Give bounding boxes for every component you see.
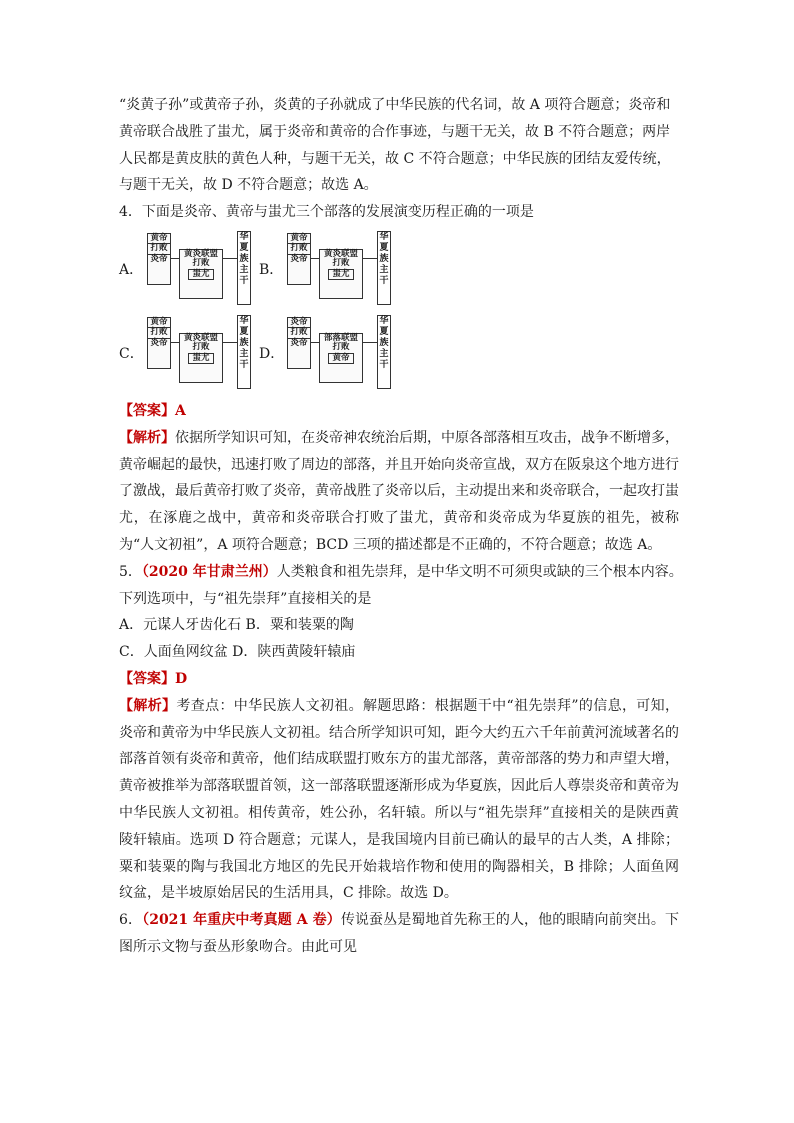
stem-text: 人类粮食和祖先崇拜，是中华文明不可须臾或缺的三个根本内容。 xyxy=(276,563,683,580)
option-diagram xyxy=(287,231,397,307)
question-source: （2021 年重庆中考真题 A 卷） xyxy=(142,912,341,929)
answer-value: D xyxy=(175,670,188,687)
question-source: （2020 年甘肃兰州） xyxy=(141,563,277,580)
question-6-stem xyxy=(119,907,679,961)
option-diagram xyxy=(287,315,397,391)
option-letter: D． xyxy=(259,345,285,362)
q5-options-ab: A．元谋人牙齿化石 B．粟和装粟的陶 xyxy=(119,617,354,634)
diagram-right-box: 华夏族主干 xyxy=(237,315,251,389)
diagram-right-box: 华夏族主干 xyxy=(377,315,391,389)
q4-option-c[interactable] xyxy=(119,315,259,391)
diagram-right-box: 华夏族主干 xyxy=(377,231,391,305)
option-diagram xyxy=(147,315,257,391)
intro-line: 人民都是黄皮肤的黄色人种，与题干无关，故 C 不符合题意；中华民族的团结友爱传统， xyxy=(119,150,671,167)
question-number: 5． xyxy=(119,563,142,580)
q4-option-b[interactable] xyxy=(259,231,399,307)
analysis-label: 【解析】 xyxy=(119,697,177,714)
q4-options-row-2 xyxy=(119,314,679,392)
answer-label: 【答案】 xyxy=(119,402,175,419)
diagram-left-box: 黄帝 打败 炎帝 xyxy=(147,233,171,285)
q5-options-cd: C．人面鱼网纹盆 D．陕西黄陵轩辕庙 xyxy=(119,644,356,661)
diagram-mid-box: 黄炎联盟 打败 蚩尤 xyxy=(179,249,223,299)
q5-analysis xyxy=(119,693,679,907)
analysis-text: 考查点：中华民族人文初祖。解题思路：根据题干中“祖先崇拜”的信息，可知，炎帝和黄帝为中华民族人文初祖。结合所学知识可知，距今大约五六千年前黄河流域著名的部落首领有炎帝和黄帝，他们结成联盟打败东方的蚩尤部落，黄帝部落的势力和声望大增，黄帝被推举为部落联盟首领，这一部落联盟逐渐形成为华夏族，因此后人尊崇炎帝和黄帝为中华民族人文初祖。相传黄帝，姓公孙，名轩辕。所以与“祖先崇拜”直接相关的是陕西黄陵轩辕庙。选项 D 符合题意；元谋人，是我国境内目前已确认的最早的古人类，A 排除；粟和装粟的陶与我国北方地区的先民开始栽培作物和使用的陶器相关，B 排除；人面鱼网纹盆，是半坡原始居民的生活用具，C 排除。故选 D。 xyxy=(119,697,680,902)
option-letter: B． xyxy=(259,261,284,278)
q4-options-row-1 xyxy=(119,230,679,308)
intro-line: 与题干无关，故 D 不符合题意；故选 A。 xyxy=(119,177,378,194)
answer-value: A xyxy=(175,402,186,419)
option-letter: C． xyxy=(119,345,144,362)
question-number: 6． xyxy=(119,912,143,929)
diagram-mid-box: 黄炎联盟 打败 蚩尤 xyxy=(319,249,363,299)
intro-line: 黄帝联合战胜了蚩尤，属于炎帝和黄帝的合作事迹，与题干无关，故 B 不符合题意；两岸 xyxy=(119,123,671,140)
diagram-mid-box: 黄炎联盟 打败 蚩尤 xyxy=(179,333,223,383)
diagram-left-box: 黄帝 打败 炎帝 xyxy=(147,317,171,369)
question-5-stem-cont: 下列选项中，与“祖先崇拜”直接相关的是 xyxy=(119,590,372,607)
analysis-label: 【解析】 xyxy=(119,429,175,446)
q4-analysis xyxy=(119,425,679,559)
intro-paragraph xyxy=(119,92,679,199)
diagram-mid-box: 部落联盟 打败 黄帝 xyxy=(319,333,363,383)
q4-option-a[interactable] xyxy=(119,231,259,307)
answer-label: 【答案】 xyxy=(119,670,175,687)
question-4-stem: 4．下面是炎帝、黄帝与蚩尤三个部落的发展演变历程正确的一项是 xyxy=(119,204,534,221)
diagram-right-box: 华夏族主干 xyxy=(237,231,251,305)
diagram-left-box: 炎帝 打败 炎帝 xyxy=(287,317,311,369)
question-5-stem xyxy=(119,559,683,586)
stem-text: 传说蚕丛是蜀地首先称王的人，他的眼睛向前突出。下图所示文物与蚕丛形象吻合。由此可见 xyxy=(119,912,680,955)
option-diagram xyxy=(147,231,257,307)
option-letter: A． xyxy=(119,261,144,278)
q4-option-d[interactable] xyxy=(259,315,399,391)
diagram-left-box: 黄帝 打败 炎帝 xyxy=(287,233,311,285)
q4-answer xyxy=(119,398,679,425)
q5-answer xyxy=(119,666,679,693)
intro-line: “炎黄子孙”或黄帝子孙，炎黄的子孙就成了中华民族的代名词，故 A 项符合题意；炎帝和 xyxy=(119,97,671,113)
page-content xyxy=(119,92,683,961)
analysis-text: 依据所学知识可知，在炎帝神农统治后期，中原各部落相互攻击，战争不断增多，黄帝崛起的最快，迅速打败了周边的部落，并且开始向炎帝宣战，双方在阪泉这个地方进行了激战，最后黄帝打败了炎帝，黄帝战胜了炎帝以后，主动提出来和炎帝联合，一起攻打蚩尤，在涿鹿之战中，黄帝和炎帝联合打败了蚩尤，黄帝和炎帝成为华夏族的祖先，被称为“人文初祖”，A 项符合题意；BCD 三项的描述都是不正确的，不符合题意；故选 A。 xyxy=(119,429,679,553)
